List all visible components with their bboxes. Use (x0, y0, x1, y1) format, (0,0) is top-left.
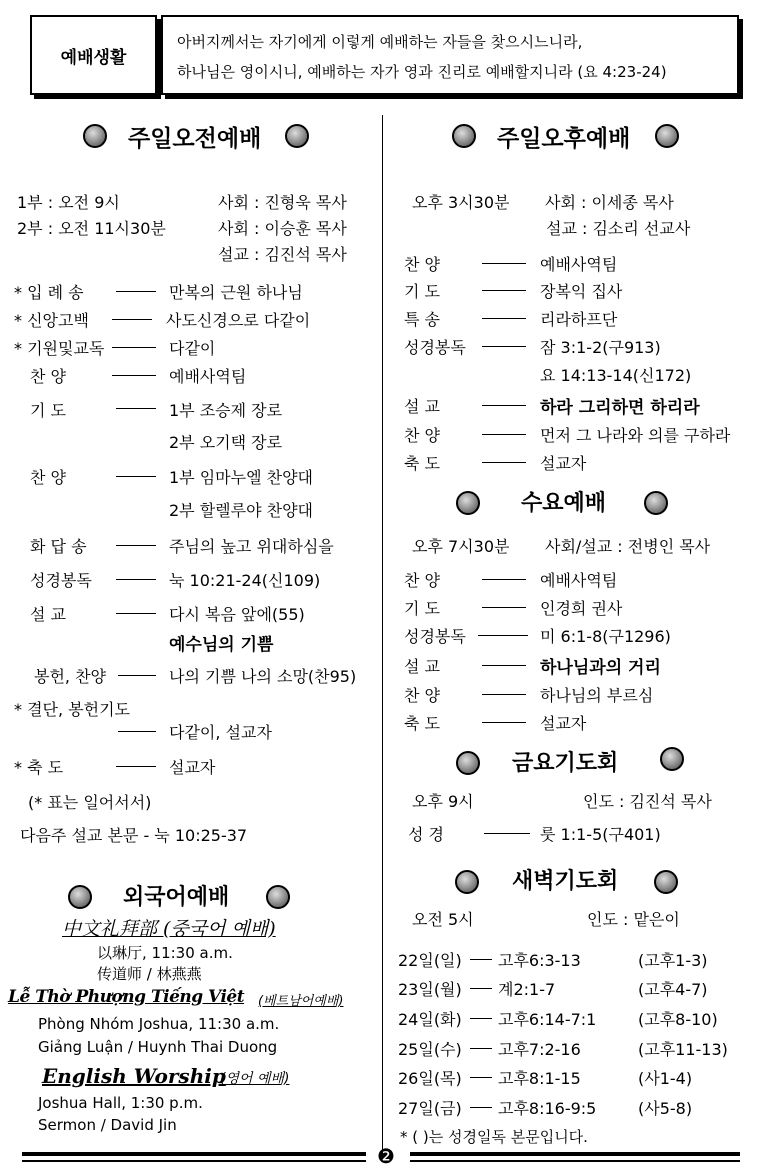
leader-dash (482, 665, 526, 666)
order-value: 설교자 (540, 714, 587, 733)
order-label: 성경봉독 (30, 571, 92, 590)
dawn-day: 26일(목) (398, 1069, 462, 1088)
footer-rule-left-thin (22, 1160, 366, 1162)
chinese-service-preacher: 传道师 / 林燕燕 (97, 965, 202, 983)
dawn-leader: 인도 : 맡은이 (587, 910, 680, 929)
bullet-dot-icon (456, 491, 480, 515)
dawn-day: 25일(수) (398, 1040, 462, 1059)
order-label: 축 도 (404, 454, 440, 473)
english-service-title: English Worship (42, 1064, 226, 1088)
leader-dash (482, 318, 526, 319)
dawn-text: 고후8:1-15 (498, 1069, 581, 1088)
english-service-suffix: (영어 예배) (220, 1071, 290, 1087)
dawn-reading: (고후1-3) (638, 951, 708, 970)
leader-dash (116, 579, 156, 580)
english-service-time: Joshua Hall, 1:30 p.m. (38, 1094, 203, 1112)
order-value: 설교자 (540, 454, 587, 473)
footer-rule-right (410, 1152, 740, 1156)
order-value: 다같이, 설교자 (169, 723, 272, 742)
dawn-reading: (고후8-10) (638, 1010, 718, 1029)
chinese-service-title: 中文礼拜部 (중국어 예배) (62, 918, 276, 940)
order-value: 하나님의 부르심 (540, 686, 654, 705)
leader-dash (116, 291, 156, 292)
page-number: ❷ (377, 1144, 395, 1168)
leader-dash (482, 722, 526, 723)
first-service-time: 1부 : 오전 9시 (17, 193, 120, 212)
next-week-scripture: 다음주 설교 본문 - 눅 10:25-37 (20, 826, 248, 845)
order-value: 설교자 (169, 758, 216, 777)
sermon-title-wed: 하나님과의 거리 (540, 658, 661, 678)
leader-dash (482, 607, 526, 608)
order-label: 찬 양 (30, 367, 66, 386)
leader-dash (482, 579, 526, 580)
leader-dash (116, 613, 156, 614)
order-label: 화 답 송 (30, 537, 87, 556)
dawn-text: 계2:1-7 (498, 980, 556, 999)
order-value: 나의 기쁨 나의 소망(찬95) (169, 667, 357, 686)
order-value: 장복익 집사 (540, 282, 623, 301)
leader-dash (118, 675, 156, 676)
order-label: * 결단, 봉헌기도 (14, 700, 130, 719)
sermon-by: 설교 : 김진석 목사 (218, 245, 347, 264)
order-label: * 축 도 (14, 758, 64, 777)
order-value: 리라하프단 (540, 310, 618, 329)
dawn-title: 새벽기도회 (512, 869, 619, 894)
quote-line-1: 아버지께서는 자기에게 이렇게 예배하는 자들을 찾으시느니라, (177, 33, 583, 51)
order-value: 예배사역팀 (169, 367, 247, 386)
order-label: 기 도 (404, 282, 440, 301)
standing-note: (* 표는 일어서서) (28, 793, 152, 812)
dawn-reading: (사1-4) (638, 1069, 693, 1088)
order-value: 예배사역팀 (540, 571, 618, 590)
bullet-dot-icon (655, 124, 679, 148)
leader-dash (484, 833, 530, 834)
footer-rule-left (22, 1152, 366, 1156)
bullet-dot-icon (660, 747, 684, 771)
leader-dash (482, 405, 526, 406)
dawn-text: 고후6:14-7:1 (498, 1010, 597, 1029)
order-value: 요 14:13-14(신172) (540, 366, 692, 385)
sunday-am-title: 주일오전예배 (128, 126, 262, 152)
vietnamese-service-time: Phòng Nhóm Joshua, 11:30 a.m. (38, 1015, 280, 1033)
dawn-text: 고후7:2-16 (498, 1040, 581, 1059)
order-label: 특 송 (404, 310, 440, 329)
order-value: 미 6:1-8(구1296) (540, 627, 671, 646)
leader-first: 사회 : 진형욱 목사 (218, 193, 347, 212)
dawn-day: 23일(월) (398, 980, 462, 999)
order-label: 찬 양 (404, 255, 440, 274)
order-value: 1부 조승제 장로 (169, 401, 283, 420)
dawn-text: 고후8:16-9:5 (498, 1099, 597, 1118)
leader-dash (482, 694, 526, 695)
vietnamese-service-preacher: Giảng Luận / Huynh Thai Duong (38, 1038, 278, 1056)
leader-dash (470, 1077, 492, 1078)
bullet-dot-icon (644, 491, 668, 515)
order-value: 예배사역팀 (540, 255, 618, 274)
order-label: 기 도 (30, 401, 66, 420)
order-value: 2부 오기택 장로 (169, 433, 283, 452)
dawn-reading: (고후4-7) (638, 980, 708, 999)
order-label: 설 교 (404, 397, 440, 416)
pm-leader: 사회 : 이세종 목사 (545, 193, 674, 212)
leader-dash (112, 375, 156, 376)
leader-dash (116, 766, 156, 767)
dawn-text: 고후6:3-13 (498, 951, 581, 970)
bullet-dot-icon (266, 885, 290, 909)
order-label: 봉헌, 찬양 (34, 667, 106, 686)
order-value: 눅 10:21-24(신109) (169, 571, 321, 590)
order-value: 만복의 근원 하나님 (169, 283, 303, 302)
dawn-reading: (사5-8) (638, 1099, 693, 1118)
order-label: 성 경 (408, 825, 444, 844)
english-service-preacher: Sermon / David Jin (38, 1116, 177, 1134)
chinese-service-time: 以琳厅, 11:30 a.m. (97, 944, 233, 962)
vietnamese-service-suffix: (베트남어예배) (258, 994, 344, 1009)
leader-dash (470, 1018, 492, 1019)
section-label-box (30, 15, 157, 95)
column-divider (382, 115, 383, 1155)
foreign-title: 외국어예배 (123, 885, 230, 910)
leader-dash (116, 476, 156, 477)
vietnamese-service-title: Lễ Thờ Phượng Tiếng Việt (8, 987, 245, 1007)
order-value: 먼저 그 나라와 의를 구하라 (540, 426, 731, 445)
fri-time: 오후 9시 (412, 792, 474, 811)
sermon-title-pm: 하라 그리하면 하리라 (540, 398, 700, 418)
order-label: 찬 양 (30, 468, 66, 487)
bullet-dot-icon (452, 124, 476, 148)
bullet-dot-icon (654, 870, 678, 894)
order-label: 성경봉독 (404, 627, 466, 646)
second-service-time: 2부 : 오전 11시30분 (17, 219, 166, 238)
bullet-dot-icon (456, 751, 480, 775)
friday-title: 금요기도회 (512, 751, 619, 776)
wednesday-title: 수요예배 (521, 491, 607, 516)
order-label: 찬 양 (404, 571, 440, 590)
leader-dash (118, 731, 156, 732)
order-value: 주님의 높고 위대하심을 (169, 537, 334, 556)
leader-dash (112, 347, 156, 348)
leader-dash (470, 988, 492, 989)
leader-dash (478, 635, 528, 636)
pm-time: 오후 3시30분 (412, 193, 510, 212)
leader-dash (470, 1048, 492, 1049)
order-label: 축 도 (404, 714, 440, 733)
bullet-dot-icon (285, 124, 309, 148)
order-value: 2부 할렐루야 찬양대 (169, 501, 313, 520)
dawn-day: 27일(금) (398, 1099, 462, 1118)
wed-time: 오후 7시30분 (412, 537, 510, 556)
bullet-dot-icon (68, 885, 92, 909)
order-value: 다시 복음 앞에(55) (169, 605, 305, 624)
order-value: 다같이 (169, 339, 216, 358)
order-label: 기 도 (404, 599, 440, 618)
pm-sermon-by: 설교 : 김소리 선교사 (546, 219, 691, 238)
fri-leader: 인도 : 김진석 목사 (583, 792, 712, 811)
dawn-time: 오전 5시 (412, 910, 474, 929)
bullet-dot-icon (83, 124, 107, 148)
order-value: 잠 3:1-2(구913) (540, 338, 661, 357)
leader-dash (116, 545, 156, 546)
reading-note: * ( )는 성경일독 본문입니다. (400, 1128, 588, 1146)
order-label: 설 교 (30, 605, 66, 624)
order-label: * 신앙고백 (14, 311, 89, 330)
order-value: 1부 임마누엘 찬양대 (169, 468, 313, 487)
wed-leader: 사회/설교 : 전병인 목사 (545, 537, 711, 556)
sunday-pm-title: 주일오후예배 (497, 126, 631, 152)
order-value: 인경희 권사 (540, 599, 623, 618)
bullet-dot-icon (455, 870, 479, 894)
dawn-reading: (고후11-13) (638, 1040, 728, 1059)
order-label: 설 교 (404, 657, 440, 676)
section-label: 예배생활 (60, 47, 127, 68)
leader-dash (470, 1107, 492, 1108)
order-label: 찬 양 (404, 426, 440, 445)
leader-dash (112, 319, 152, 320)
leader-dash (470, 959, 492, 960)
sermon-title-am: 예수님의 기쁨 (169, 635, 274, 655)
dawn-day: 22일(일) (398, 951, 462, 970)
order-label: * 입 례 송 (14, 283, 84, 302)
order-label: * 기원및교독 (14, 339, 105, 358)
leader-second: 사회 : 이승훈 목사 (218, 219, 347, 238)
order-value: 룻 1:1-5(구401) (540, 825, 661, 844)
order-value: 사도신경으로 다같이 (166, 311, 311, 330)
order-label: 찬 양 (404, 686, 440, 705)
leader-dash (482, 290, 526, 291)
quote-line-2: 하나님은 영이시니, 예배하는 자가 영과 진리로 예배할지니라 (요 4:23-24) (177, 63, 667, 81)
dawn-day: 24일(화) (398, 1010, 462, 1029)
leader-dash (482, 434, 526, 435)
scripture-quote-box (161, 15, 739, 95)
leader-dash (482, 346, 526, 347)
order-label: 성경봉독 (404, 338, 466, 357)
leader-dash (116, 408, 156, 409)
leader-dash (482, 462, 526, 463)
leader-dash (482, 263, 526, 264)
footer-rule-right-thin (410, 1160, 740, 1162)
